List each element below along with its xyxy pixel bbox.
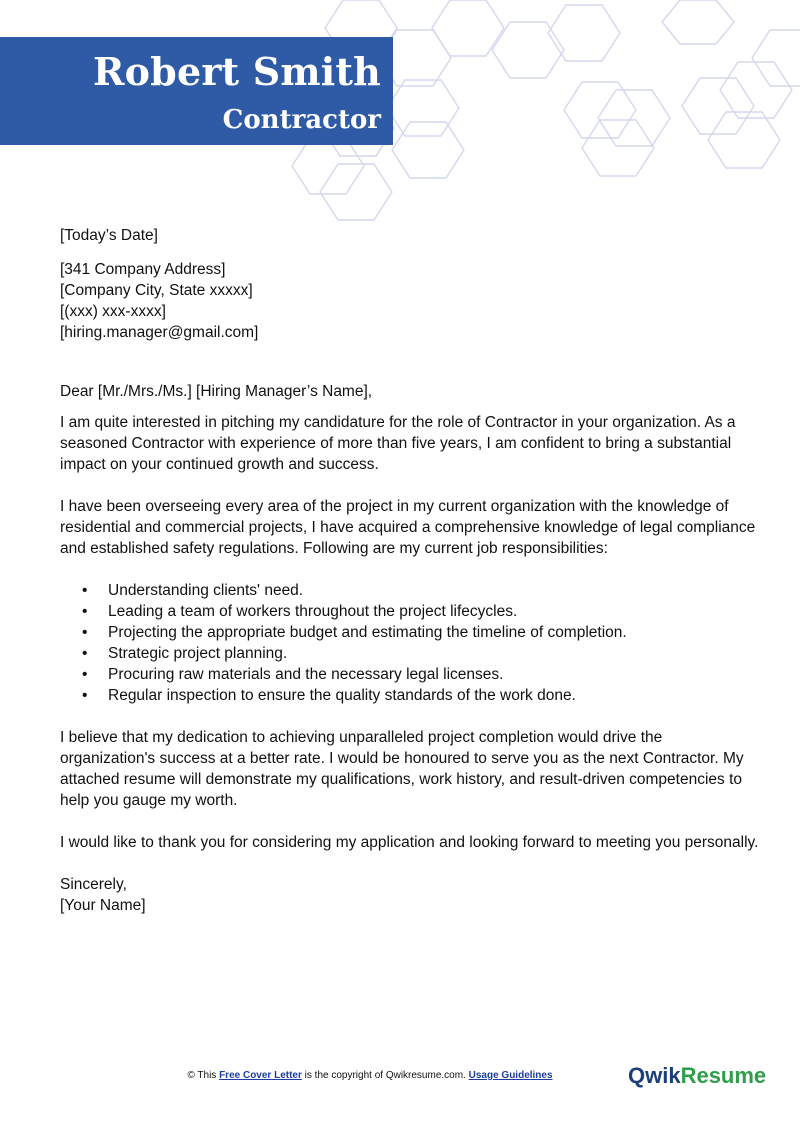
- candidate-name: Robert Smith: [92, 49, 381, 94]
- footer-prefix: © This: [187, 1070, 220, 1081]
- free-cover-letter-link[interactable]: Free Cover Letter: [219, 1070, 302, 1081]
- address-line: [hiring.manager@gmail.com]: [60, 324, 259, 341]
- salutation: Dear [Mr./Mrs./Ms.] [Hiring Manager’s Name],: [60, 383, 373, 400]
- usage-guidelines-link[interactable]: Usage Guidelines: [468, 1070, 553, 1081]
- recipient-address: [60, 259, 760, 343]
- logo-part-resume: Resume: [680, 1063, 767, 1088]
- responsibilities-list: [60, 580, 760, 706]
- signature: [Your Name]: [60, 897, 146, 914]
- candidate-title: Contractor: [222, 105, 381, 135]
- closing: Sincerely,: [60, 876, 127, 893]
- footer-middle: is the copyright of Qwikresume.com.: [301, 1070, 469, 1081]
- letter-body: [60, 225, 760, 916]
- qwikresume-logo[interactable]: [628, 1063, 766, 1089]
- paragraph-thanks: I would like to thank you for considering my application and looking forward to meeting you personally.: [60, 834, 759, 851]
- paragraph-experience: I have been overseeing every area of the project in my current organization with the knowledge of residential and commercial projects, I have acquired a comprehensive knowledge of legal compliance and established safety regulations. Following are my current job responsibilities:: [60, 498, 756, 557]
- letter-date: [Today’s Date]: [60, 227, 158, 244]
- address-line: [Company City, State xxxxx]: [60, 282, 253, 299]
- paragraph-intro: I am quite interested in pitching my candidature for the role of Contractor in your organization. As a seasoned Contractor with experience of more than five years, I am confident to bring a substantial impact on your continued growth and success.: [60, 414, 736, 473]
- list-item: • Projecting the appropriate budget and estimating the timeline of completion.: [108, 622, 760, 643]
- logo-part-qwik: Qwik: [628, 1063, 681, 1088]
- list-item: • Understanding clients' need.: [108, 580, 760, 601]
- paragraph-dedication: I believe that my dedication to achieving unparalleled project completion would drive the organization's success at a better rate. I would be honoured to serve you as the next Contractor. My attached resume will demonstrate my qualifications, work history, and result-driven competencies to help you gauge my worth.: [60, 729, 744, 809]
- list-item: • Leading a team of workers throughout the project lifecycles.: [108, 601, 760, 622]
- list-item: • Regular inspection to ensure the quality standards of the work done.: [108, 685, 760, 706]
- address-line: [(xxx) xxx-xxxx]: [60, 303, 166, 320]
- list-item: • Strategic project planning.: [108, 643, 760, 664]
- name-banner: [0, 37, 393, 145]
- address-line: [341 Company Address]: [60, 261, 226, 278]
- list-item: • Procuring raw materials and the necessary legal licenses.: [108, 664, 760, 685]
